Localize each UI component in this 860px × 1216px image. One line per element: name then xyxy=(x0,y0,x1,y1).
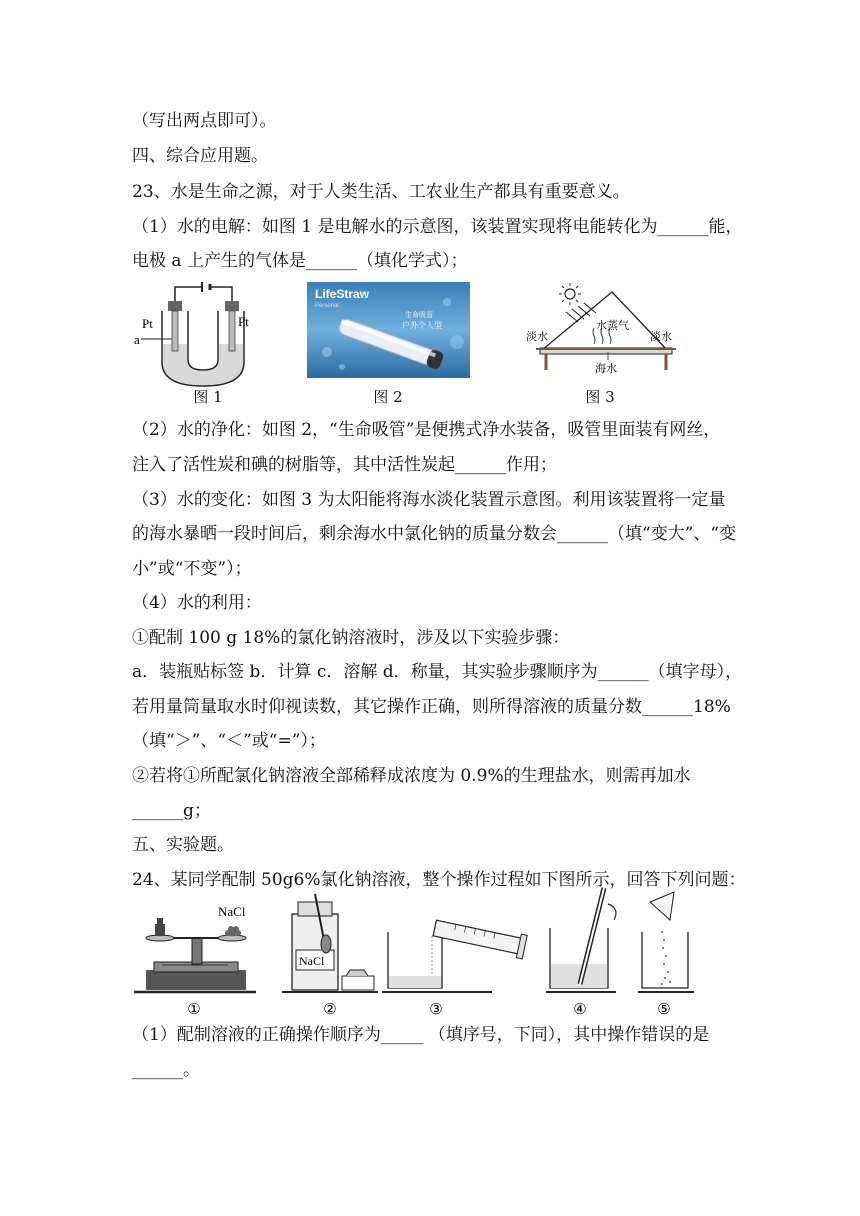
lifestraw-cn1: 生命吸管 xyxy=(405,311,433,319)
question-23-title: 23、水是生命之源，对于人类生活、工农业生产都具有重要意义。 xyxy=(132,182,630,202)
sea-water-label: 海水 xyxy=(595,362,617,375)
text-line-1: （写出两点即可）。 xyxy=(132,111,277,131)
figure-row-2-operations xyxy=(132,884,732,1016)
bottle-illustration xyxy=(282,894,378,992)
question-23-part4-1: ①配制 100 g 18%的氯化钠溶液时，涉及以下实验步骤： xyxy=(132,628,570,648)
question-23-part4-title: （4）水的利用： xyxy=(132,593,262,613)
section-heading-4: 四、综合应用题。 xyxy=(132,146,268,166)
fresh-water-left: 淡水 xyxy=(526,330,548,343)
step-4-label: ④ xyxy=(573,1000,587,1016)
balance-illustration xyxy=(134,904,256,992)
question-23-part3-c: 小”或“不变”）； xyxy=(132,559,252,579)
step-2-label: ② xyxy=(323,1000,337,1016)
pt-right-label: Pt xyxy=(238,314,249,329)
question-23-part2-a: （2）水的净化：如图 2，“生命吸管”是便携式净水装备，吸管里面装有网丝， xyxy=(132,420,721,440)
step-5-label: ⑤ xyxy=(657,1000,671,1016)
nacl-bottle-label: NaCl xyxy=(299,954,325,968)
electrode-a-label: a xyxy=(134,332,140,347)
question-23-part4-2-answer: ______g； xyxy=(132,801,211,821)
lifestraw-cn2: 户外个人型 xyxy=(402,321,442,330)
question-24-part1-b: ______。 xyxy=(132,1060,200,1080)
step-1-label: ① xyxy=(187,1000,201,1016)
stirring-illustration xyxy=(546,888,616,992)
question-23-part4-1-reading: 若用量筒量取水时仰视读数，其它操作正确，则所得溶液的质量分数______18% xyxy=(132,697,731,717)
figure-3-desalination xyxy=(522,282,682,384)
lifestraw-brand: LifeStraw xyxy=(315,287,370,301)
step-3-label: ③ xyxy=(429,1000,443,1016)
fresh-water-right: 淡水 xyxy=(650,330,672,343)
pt-left-label: Pt xyxy=(142,316,153,331)
question-23-part3-b: 的海水暴晒一段时间后，剩余海水中氯化钠的质量分数会______（填“变大”、“变 xyxy=(132,524,737,544)
figure-1-electrolysis xyxy=(132,282,272,390)
nacl-scale-label: NaCl xyxy=(218,904,246,919)
figure-2-caption: 图 2 xyxy=(373,388,403,406)
question-23-part4-1-steps: a．装瓶贴标签 b．计算 c．溶解 d．称量，其实验步骤顺序为______（填字母）， xyxy=(132,662,743,682)
question-23-part2-b: 注入了活性炭和碘的树脂等，其中活性炭起______作用； xyxy=(132,455,557,475)
question-24-title: 24、某同学配制 50g6%氯化钠溶液，整个操作过程如下图所示，回答下列问题： xyxy=(132,870,746,890)
figure-1-caption: 图 1 xyxy=(193,388,223,406)
figure-2-lifestraw xyxy=(307,282,470,378)
vapor-label: 水蒸气 xyxy=(596,319,629,332)
question-23-part1-b: 电极 a 上产生的气体是______（填化学式）； xyxy=(132,251,468,271)
question-23-part4-2: ②若将①所配氯化钠溶液全部稀释成浓度为 0.9%的生理盐水，则需再加水 xyxy=(132,766,691,786)
question-24-part1-a: （1）配制溶液的正确操作顺序为_____ （填序号，下同），其中操作错误的是 xyxy=(132,1025,710,1045)
figure-3-caption: 图 3 xyxy=(585,388,615,406)
beaker-cylinder-illustration xyxy=(382,916,527,992)
question-23-part3-a: （3）水的变化：如图 3 为太阳能将海水淡化装置示意图。利用该装置将一定量 xyxy=(132,490,726,510)
lifestraw-sub: Personal xyxy=(315,303,339,309)
pouring-illustration xyxy=(638,892,694,992)
section-heading-5: 五、实验题。 xyxy=(132,835,234,855)
question-23-part4-1-options: （填“＞”、“＜”或“=”）； xyxy=(132,731,326,751)
question-23-part1-a: （1）水的电解：如图 1 是电解水的示意图，该装置实现将电能转化为______能， xyxy=(132,217,743,237)
